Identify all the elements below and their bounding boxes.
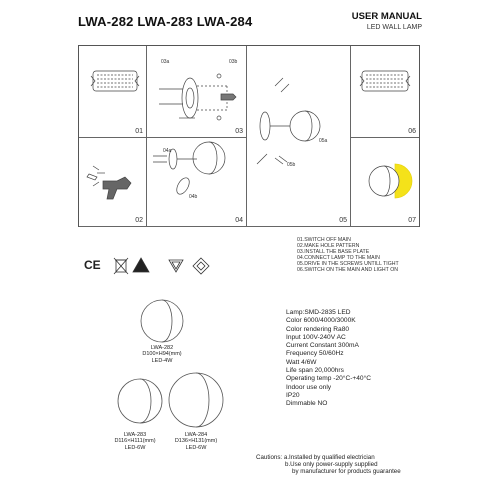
step-01: 01.SWITCH OFF MAIN bbox=[297, 237, 351, 243]
callout-05b: 05b bbox=[287, 162, 296, 168]
panel-05: 05 bbox=[247, 46, 351, 227]
certification-icons bbox=[113, 256, 233, 276]
spec-color-rendering: Color rendering Ra80 bbox=[286, 325, 350, 333]
spec-current: Current Constant 300mA bbox=[286, 342, 359, 350]
spec-input: Input 100V-240V AC bbox=[286, 333, 346, 341]
caution-b: b.Use only power-supply supplied bbox=[285, 461, 378, 469]
cautions-label: Cautions: bbox=[256, 454, 283, 461]
spec-color: Color 6000/4000/3000K bbox=[286, 317, 356, 325]
spec-life-span: Life span 20,000hrs bbox=[286, 367, 344, 375]
spec-watt: Watt 4/6W bbox=[286, 358, 317, 366]
lamp-284-icon bbox=[169, 373, 223, 427]
spec-ip: IP20 bbox=[286, 391, 300, 399]
installation-steps bbox=[297, 237, 399, 274]
spec-operating-temp: Operating temp -20°C-+40°C bbox=[286, 375, 371, 383]
step-05: 05.DRIVE IN THE SCREWS UNTILL TIGHT bbox=[297, 261, 399, 268]
callout-04a: 04a bbox=[163, 148, 172, 154]
drill-icon bbox=[87, 166, 131, 199]
spec-dimmable: Dimmable NO bbox=[286, 400, 328, 408]
panel-06: 06 bbox=[351, 46, 419, 138]
breaker-icon bbox=[91, 71, 139, 91]
diamond-icon bbox=[193, 258, 209, 274]
model-284-label: LWA-284 D136×H131(mm) LED-6W bbox=[174, 432, 218, 451]
cautions bbox=[256, 454, 401, 476]
panel-01: 01 bbox=[79, 46, 147, 138]
lamp-lit-icon bbox=[369, 164, 412, 198]
spec-frequency: Frequency 50/60Hz bbox=[286, 350, 344, 358]
step-02: 02.MAKE HOLE PATTERN bbox=[297, 243, 360, 250]
step-06: 06.SWITCH ON THE MAIN AND LIGHT ON bbox=[297, 267, 398, 274]
panel-07: 07 bbox=[351, 138, 419, 227]
manual-title: USER MANUAL bbox=[351, 11, 422, 22]
base-plate-icon bbox=[159, 74, 236, 120]
model-title: LWA-282 LWA-283 LWA-284 bbox=[78, 14, 253, 29]
model-drawings bbox=[100, 296, 250, 446]
spec-lamp: Lamp:SMD-2835 LED bbox=[286, 309, 351, 316]
screw-drive-icon bbox=[257, 78, 320, 164]
caution-a: a.Installed by qualified electrician bbox=[283, 454, 375, 461]
instruction-grid bbox=[78, 45, 420, 227]
panel-04: 04 bbox=[147, 138, 247, 227]
ce-mark-icon: CE bbox=[84, 258, 101, 272]
breaker-on-icon bbox=[360, 71, 410, 91]
caution-b-cont: by manufacturer for products guarantee bbox=[292, 468, 401, 476]
triangle-icon bbox=[169, 260, 183, 272]
specifications bbox=[286, 309, 371, 409]
callout-05a: 05a bbox=[319, 138, 328, 144]
spec-indoor: Indoor use only bbox=[286, 383, 332, 391]
callout-03a: 03a bbox=[161, 59, 170, 65]
instruction-drawings bbox=[79, 46, 419, 226]
callout-03b: 03b bbox=[229, 59, 238, 65]
panel-03: 03 bbox=[147, 46, 247, 138]
class-iii-icon bbox=[133, 258, 149, 272]
step-04: 04.CONNECT LAMP TO THE MAIN bbox=[297, 255, 380, 262]
product-subtitle: LED WALL LAMP bbox=[366, 24, 422, 31]
step-03: 03.INSTALL THE BASE PLATE bbox=[297, 249, 370, 256]
lamp-283-icon bbox=[118, 379, 162, 423]
callout-04b: 04b bbox=[189, 194, 198, 200]
weee-icon bbox=[114, 258, 128, 274]
model-282-label: LWA-282 D100×H94(mm) LED-4W bbox=[142, 345, 182, 364]
model-283-label: LWA-283 D116×H111(mm) LED-6W bbox=[114, 432, 156, 451]
panel-02: 02 bbox=[79, 138, 147, 227]
lamp-282-icon bbox=[141, 300, 183, 342]
